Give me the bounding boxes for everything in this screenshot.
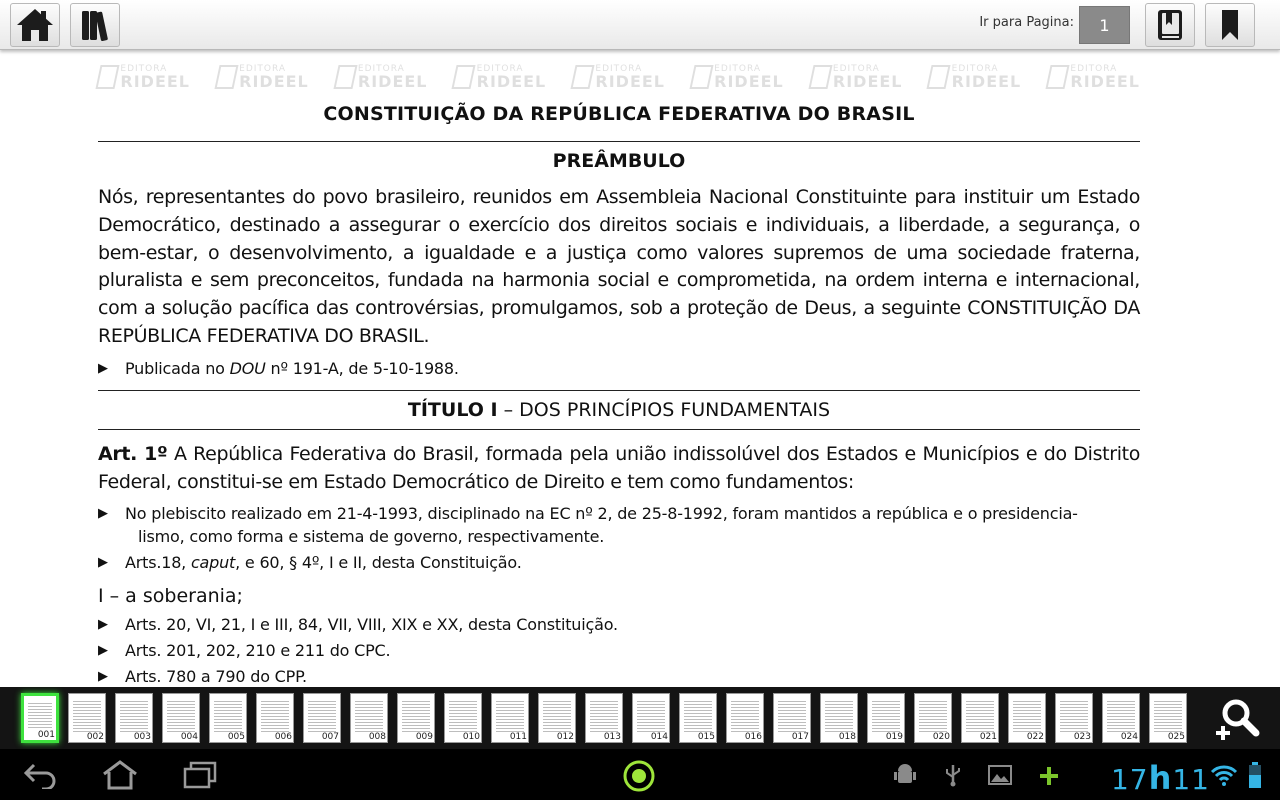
thumbnail-preview [1013, 699, 1041, 732]
thumbnail-number: 024 [1120, 732, 1138, 742]
article-1-label: Art. 1º [98, 442, 168, 465]
watermark-logo: EDITORA RIDEEL [217, 63, 309, 91]
top-toolbar [0, 0, 1280, 50]
page-thumbnail[interactable] [1008, 693, 1046, 743]
title-one-heading: TÍTULO I – DOS PRINCÍPIOS FUNDAMENTAIS [407, 398, 831, 421]
page-thumbnail[interactable] [209, 693, 247, 743]
page-thumbnail[interactable] [491, 693, 529, 743]
watermark-logo: EDITORA RIDEEL [454, 63, 546, 91]
page-thumbnail[interactable] [1149, 693, 1187, 743]
page-thumbnail[interactable] [773, 693, 811, 743]
goto-page-input[interactable]: 1 [1079, 6, 1130, 44]
thumbnail-number: 018 [838, 732, 856, 742]
thumbnail-preview [966, 699, 994, 732]
page-thumbnail[interactable] [820, 693, 858, 743]
thumbnail-preview [355, 699, 383, 732]
item-1-note: ▶ Arts. 20, VI, 21, I e III, 84, VII, VIII, XIX e XX, desta Constituição. [98, 615, 618, 635]
thumbnail-number: 007 [321, 732, 339, 742]
thumbnail-preview [919, 699, 947, 732]
page-thumbnail[interactable] [21, 693, 59, 743]
usb-icon [944, 763, 962, 787]
back-icon[interactable] [22, 761, 58, 789]
triangle-bullet-icon: ▶ [98, 555, 108, 571]
page-thumbnail[interactable] [397, 693, 435, 743]
thumbnail-number: 008 [368, 732, 386, 742]
thumbnail-preview [28, 701, 52, 730]
page-thumbnail[interactable] [1102, 693, 1140, 743]
thumbnail-number: 001 [37, 730, 55, 740]
bookmark-button[interactable] [1205, 3, 1255, 47]
home-nav-icon[interactable] [100, 759, 140, 791]
thumbnail-preview [496, 699, 524, 732]
thumbnail-preview [1060, 699, 1088, 732]
thumbnail-preview [590, 699, 618, 732]
page-thumbnail[interactable] [632, 693, 670, 743]
thumbnail-preview [120, 699, 148, 732]
page-thumbnail[interactable] [538, 693, 576, 743]
thumbnail-preview [684, 699, 712, 732]
page-thumbnail[interactable] [162, 693, 200, 743]
preamble-paragraph: Nós, representantes do povo brasileiro, reunidos em Assembleia Nacional Constituinte para instituir um Estado Democrático, destinado a assegurar o exercício dos direitos sociais e individuais, a liberdade, a segurança, o bem-estar, o desenvolvimento, a igualdade e a justiça como valores supremos de uma sociedade fraterna, pluralista e sem preconceitos, fundada na harmonia social e comprometida, na ordem interna e internacional, com a solução pacífica das controvérsias, promulgamos, sob a proteção de Deus, a seguinte CONSTITUIÇÃO DA REPÚBLICA FEDERATIVA DO BRASIL. [98, 186, 1140, 347]
wifi-icon [1210, 763, 1238, 787]
thumbnail-number: 019 [885, 732, 903, 742]
article-1-note: ▶ No plebiscito realizado em 21-4-1993, disciplinado na EC nº 2, de 25-8-1992, foram mantidos a república e o presidencia- lismo, como forma e sistema de governo, respectivamente. [98, 504, 1078, 547]
thumbnail-number: 003 [133, 732, 151, 742]
thumbnail-number: 023 [1073, 732, 1091, 742]
library-button[interactable] [70, 3, 120, 47]
thumbnail-number: 025 [1167, 732, 1185, 742]
article-1-item-1: I – a soberania; [98, 585, 243, 608]
home-button[interactable] [10, 3, 60, 47]
watermark-logo: EDITORA RIDEEL [692, 63, 784, 91]
thumbnail-preview [308, 699, 336, 732]
plus-icon [1038, 765, 1060, 787]
page-thumbnail[interactable] [350, 693, 388, 743]
thumbnail-preview [1154, 699, 1182, 732]
document-viewer[interactable] [0, 51, 1280, 687]
divider [98, 429, 1140, 430]
goto-page-label: Ir para Pagina: [979, 15, 1074, 30]
thumbnail-preview [543, 699, 571, 732]
thumbnail-number: 021 [979, 732, 997, 742]
menu-ring-icon[interactable] [622, 759, 656, 793]
zoom-in-icon [1212, 695, 1262, 743]
thumbnail-number: 011 [509, 732, 527, 742]
thumbnail-preview [449, 699, 477, 732]
watermark-logo: EDITORA RIDEEL [1048, 63, 1140, 91]
thumbnail-preview [872, 699, 900, 732]
home-icon [15, 7, 55, 43]
thumbnail-number: 017 [791, 732, 809, 742]
book-index-icon [1155, 8, 1185, 42]
thumbnail-preview [73, 699, 101, 732]
thumbnail-preview [214, 699, 242, 732]
page-thumbnail[interactable] [256, 693, 294, 743]
thumbnail-preview [402, 699, 430, 732]
triangle-bullet-icon: ▶ [98, 506, 108, 522]
clock: 17h11 [1110, 759, 1210, 797]
page-content [98, 99, 1140, 687]
thumbnail-number: 004 [180, 732, 198, 742]
watermark-logo: EDITORA RIDEEL [929, 63, 1021, 91]
thumbnail-number: 012 [556, 732, 574, 742]
android-debug-icon [894, 763, 916, 787]
thumbnail-preview [637, 699, 665, 732]
page-thumbnail[interactable] [726, 693, 764, 743]
page-thumbnail[interactable] [914, 693, 952, 743]
watermark-logo: EDITORA RIDEEL [98, 63, 190, 91]
item-1-note: ▶ Arts. 780 a 790 do CPP. [98, 667, 307, 687]
page-thumbnail[interactable] [68, 693, 106, 743]
thumbnail-number: 014 [650, 732, 668, 742]
page-thumbnail[interactable] [1055, 693, 1093, 743]
thumbnail-preview [731, 699, 759, 732]
thumbnail-strip [0, 687, 1280, 749]
thumbnail-number: 005 [227, 732, 245, 742]
page-thumbnail[interactable] [444, 693, 482, 743]
triangle-bullet-icon: ▶ [98, 643, 108, 659]
gallery-icon [988, 764, 1012, 786]
thumbnail-number: 022 [1026, 732, 1044, 742]
page-thumbnail[interactable] [303, 693, 341, 743]
watermark-logo: EDITORA RIDEEL [811, 63, 903, 91]
index-button[interactable] [1145, 3, 1195, 47]
thumbnail-preview [778, 699, 806, 732]
thumbnail-number: 009 [415, 732, 433, 742]
zoom-button[interactable] [1212, 695, 1262, 743]
document-title: CONSTITUIÇÃO DA REPÚBLICA FEDERATIVA DO BRASIL [323, 103, 915, 125]
thumbnail-number: 016 [744, 732, 762, 742]
battery-icon [1248, 761, 1262, 789]
watermark-logo: EDITORA RIDEEL [336, 63, 428, 91]
triangle-bullet-icon: ▶ [98, 669, 108, 685]
item-1-note: ▶ Arts. 201, 202, 210 e 211 do CPC. [98, 641, 391, 661]
triangle-bullet-icon: ▶ [98, 617, 108, 633]
thumbnail-number: 006 [274, 732, 292, 742]
preamble-note: ▶ Publicada no DOU nº 191-A, de 5-10-1988. [98, 358, 459, 378]
thumbnail-preview [825, 699, 853, 732]
page-thumbnail[interactable] [961, 693, 999, 743]
watermark-row [98, 63, 1140, 93]
page-thumbnail[interactable] [867, 693, 905, 743]
thumbnail-preview [261, 699, 289, 732]
page-thumbnail[interactable] [115, 693, 153, 743]
thumbnail-number: 013 [603, 732, 621, 742]
thumbnail-preview [167, 699, 195, 732]
thumbnail-number: 002 [86, 732, 104, 742]
page-thumbnail[interactable] [679, 693, 717, 743]
article-1-note: ▶ Arts.18, caput, e 60, § 4º, I e II, desta Constituição. [98, 553, 522, 573]
watermark-logo: EDITORA RIDEEL [573, 63, 665, 91]
library-books-icon [77, 8, 113, 42]
thumbnail-number: 010 [462, 732, 480, 742]
thumbnail-number: 020 [932, 732, 950, 742]
system-navigation-bar [0, 749, 1280, 800]
triangle-bullet-icon: ▶ [98, 360, 108, 376]
article-1: Art. 1º A República Federativa do Brasil, formada pela união indissolúvel dos Estados e Municípios e do Distrito Federal, constitui-se em Estado Democrático de Direito e tem como fundamentos: [98, 442, 1140, 493]
preamble-heading: PREÂMBULO [552, 150, 686, 172]
thumbnail-preview [1107, 699, 1135, 732]
thumbnail-number: 015 [697, 732, 715, 742]
bookmark-icon [1218, 8, 1242, 42]
page-thumbnail[interactable] [585, 693, 623, 743]
recent-apps-icon[interactable] [182, 761, 218, 791]
